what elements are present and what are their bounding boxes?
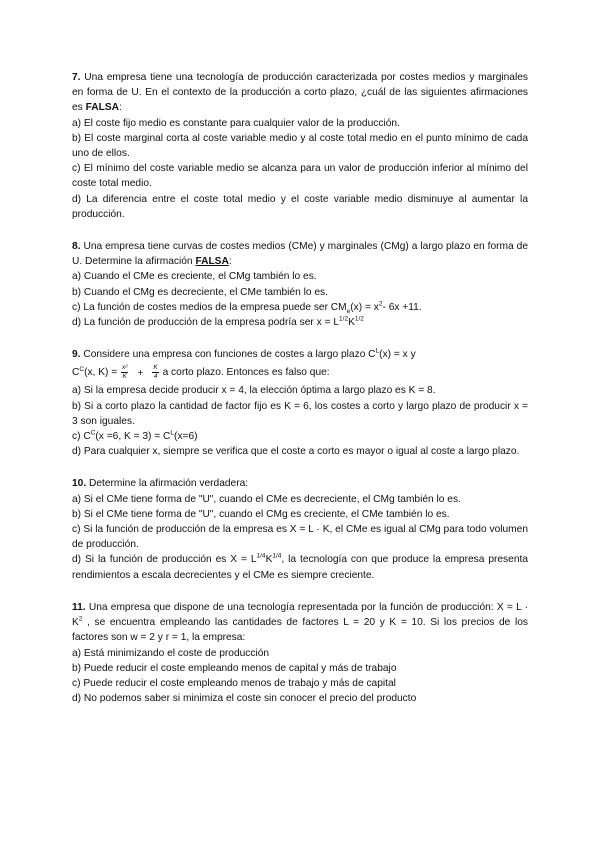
- q9-fraction-2: [152, 364, 158, 381]
- question-10: [72, 476, 528, 582]
- exam-page: [72, 70, 528, 723]
- q10d-pre: d) Si la función de producción es X = L: [72, 554, 257, 566]
- q9-frac2-num: K: [153, 364, 158, 372]
- question-10-statement: [72, 476, 528, 491]
- q10d-sup1: 1/4: [256, 553, 266, 561]
- question-7-option-b: b) El coste marginal corta al coste variable medio y al coste total medio en el punto mínimo de cada uno de ellos.: [72, 132, 528, 160]
- q9-cc-c: C: [72, 367, 80, 379]
- question-11: [72, 600, 528, 706]
- q11-text-pre: Una empresa que dispone de una tecnología representada por la función de producción: X = L · K: [72, 601, 528, 629]
- question-7-option-a: a) El coste fijo medio es constante para cualquier valor de la producción.: [72, 117, 400, 129]
- question-9-option-c: [72, 429, 528, 444]
- q9-line1-sup: L: [375, 347, 380, 355]
- question-11-number: 11.: [72, 601, 86, 613]
- question-8: [72, 239, 528, 330]
- q9-frac1-den: K: [122, 373, 127, 381]
- q9-frac2-den: 4: [153, 373, 158, 381]
- question-10-option-c: c) Si la función de producción de la empresa es X = L · K, el CMe es igual al CMg para todo volumen de producción.: [72, 524, 528, 551]
- q9-frac1-num: x²: [122, 364, 128, 372]
- question-11-statement: [72, 600, 528, 646]
- question-7-statement: [72, 70, 528, 116]
- question-11-option-a: a) Está minimizando el coste de producción: [72, 647, 270, 659]
- question-9-statement-line2: [72, 364, 528, 381]
- question-10-option-d: [72, 552, 528, 582]
- q8c-post: - 6x +11.: [382, 301, 422, 313]
- q8c-pre: c) La función de costes medios de la empresa puede ser CM: [72, 301, 347, 313]
- q8d-pre: d) La función de producción de la empresa podría ser x = L: [72, 317, 340, 329]
- question-9: [72, 347, 528, 459]
- question-8-option-b: b) Cuando el CMg es decreciente, el CMe también lo es.: [72, 286, 328, 298]
- q9-plus: +: [137, 367, 144, 379]
- q9c-pre: c) C: [72, 431, 91, 443]
- q9c-sup2: L: [170, 429, 175, 437]
- q11-text-post: , se encuentra empleando las cantidades de factores L = 20 y K = 10. Si los precios de los factores son w = 2 y r = 1, la empresa:: [72, 617, 528, 644]
- question-10-option-a: a) Si el CMe tiene forma de "U", cuando el CMe es decreciente, el CMg también lo es.: [72, 493, 461, 505]
- q9-cc-sup: C: [79, 366, 85, 374]
- q9c-sup1: C: [90, 429, 96, 437]
- question-9-option-a: a) Si la empresa decide producir x = 4, la elección óptima a largo plazo es K = 8.: [72, 385, 436, 397]
- question-9-option-b: b) Si a corto plazo la cantidad de factor fijo es K = 6, los costes a corto y largo plazo de producir x = 3 son iguales.: [72, 400, 528, 427]
- q9c-mid: (x =6, K = 3) = C: [95, 431, 171, 443]
- question-7-option-d: d) La diferencia entre el coste total medio y el coste variable medio disminuye al aumentar la producción.: [72, 193, 528, 220]
- q9-line2-post: a corto plazo. Entonces es falso que:: [159, 367, 330, 379]
- question-10-option-b: b) Si el CMe tiene forma de "U", cuando el CMg es creciente, el CMe también lo es.: [72, 508, 450, 520]
- question-11-option-c: c) Puede reducir el coste empleando menos de trabajo y más de capital: [72, 677, 396, 689]
- question-8-text: Una empresa tiene curvas de costes medios (CMe) y marginales (CMg) a largo plazo en forma de U. Determine la afirmación: [72, 241, 528, 268]
- q9-line1-post: (x) = x y: [379, 349, 416, 361]
- q8c-sup: 2: [378, 300, 383, 308]
- question-7-option-c: c) El mínimo del coste variable medio se alcanza para un valor de producción inferior al mínimo del coste total medio.: [72, 163, 528, 190]
- question-8-option-d: [72, 315, 528, 330]
- q10d-k: K: [265, 554, 273, 566]
- q11-text-sup: 2: [78, 615, 83, 623]
- q9-cc-args: (x, K) =: [84, 367, 121, 379]
- question-7-number: 7.: [72, 72, 81, 83]
- question-9-number: 9.: [72, 349, 81, 361]
- q10d-post: , la tecnología con que produce la empresa presenta rendimientos a escala decrecientes y el CMe es siempre creciente.: [72, 554, 528, 581]
- q9c-post: (x=6): [174, 431, 198, 443]
- q8d-k: K: [348, 317, 355, 329]
- question-8-falsa: FALSA: [195, 256, 229, 268]
- question-10-number: 10.: [72, 478, 87, 490]
- question-8-option-c: [72, 300, 528, 315]
- question-8-statement: [72, 239, 528, 269]
- question-8-number: 8.: [72, 241, 81, 253]
- question-7: [72, 70, 528, 222]
- q8c-sub: e: [346, 307, 351, 315]
- question-8-colon: :: [228, 256, 232, 268]
- q9-fraction-1: [121, 364, 128, 381]
- question-10-text: Determine la afirmación verdadera:: [86, 478, 249, 490]
- question-7-colon: :: [119, 102, 122, 114]
- question-11-option-d: d) No podemos saber si minimiza el coste sin conocer el precio del producto: [72, 693, 417, 705]
- q8c-mid: (x) = x: [350, 301, 379, 313]
- q8d-sup2: 1/2: [354, 315, 364, 323]
- question-11-option-b: b) Puede reducir el coste empleando menos de capital y más de trabajo: [72, 662, 397, 674]
- question-9-option-d: d) Para cualquier x, siempre se verifica que el coste a corto es mayor o igual al coste a largo plazo.: [72, 446, 520, 458]
- question-7-falsa: FALSA: [85, 102, 119, 114]
- q9-line1-pre: Considere una empresa con funciones de costes a largo plazo C: [80, 349, 376, 361]
- q10d-sup2: 1/4: [272, 553, 282, 561]
- q8d-sup1: 1/2: [339, 315, 349, 323]
- question-8-option-a: a) Cuando el CMe es creciente, el CMg también lo es.: [72, 271, 317, 283]
- question-7-text: Una empresa tiene una tecnología de producción caracterizada por costes medios y marginales en forma de U. En el contexto de la producción a corto plazo, ¿cuál de las siguientes afirmaciones es: [72, 72, 528, 114]
- question-9-statement-line1: [72, 347, 528, 362]
